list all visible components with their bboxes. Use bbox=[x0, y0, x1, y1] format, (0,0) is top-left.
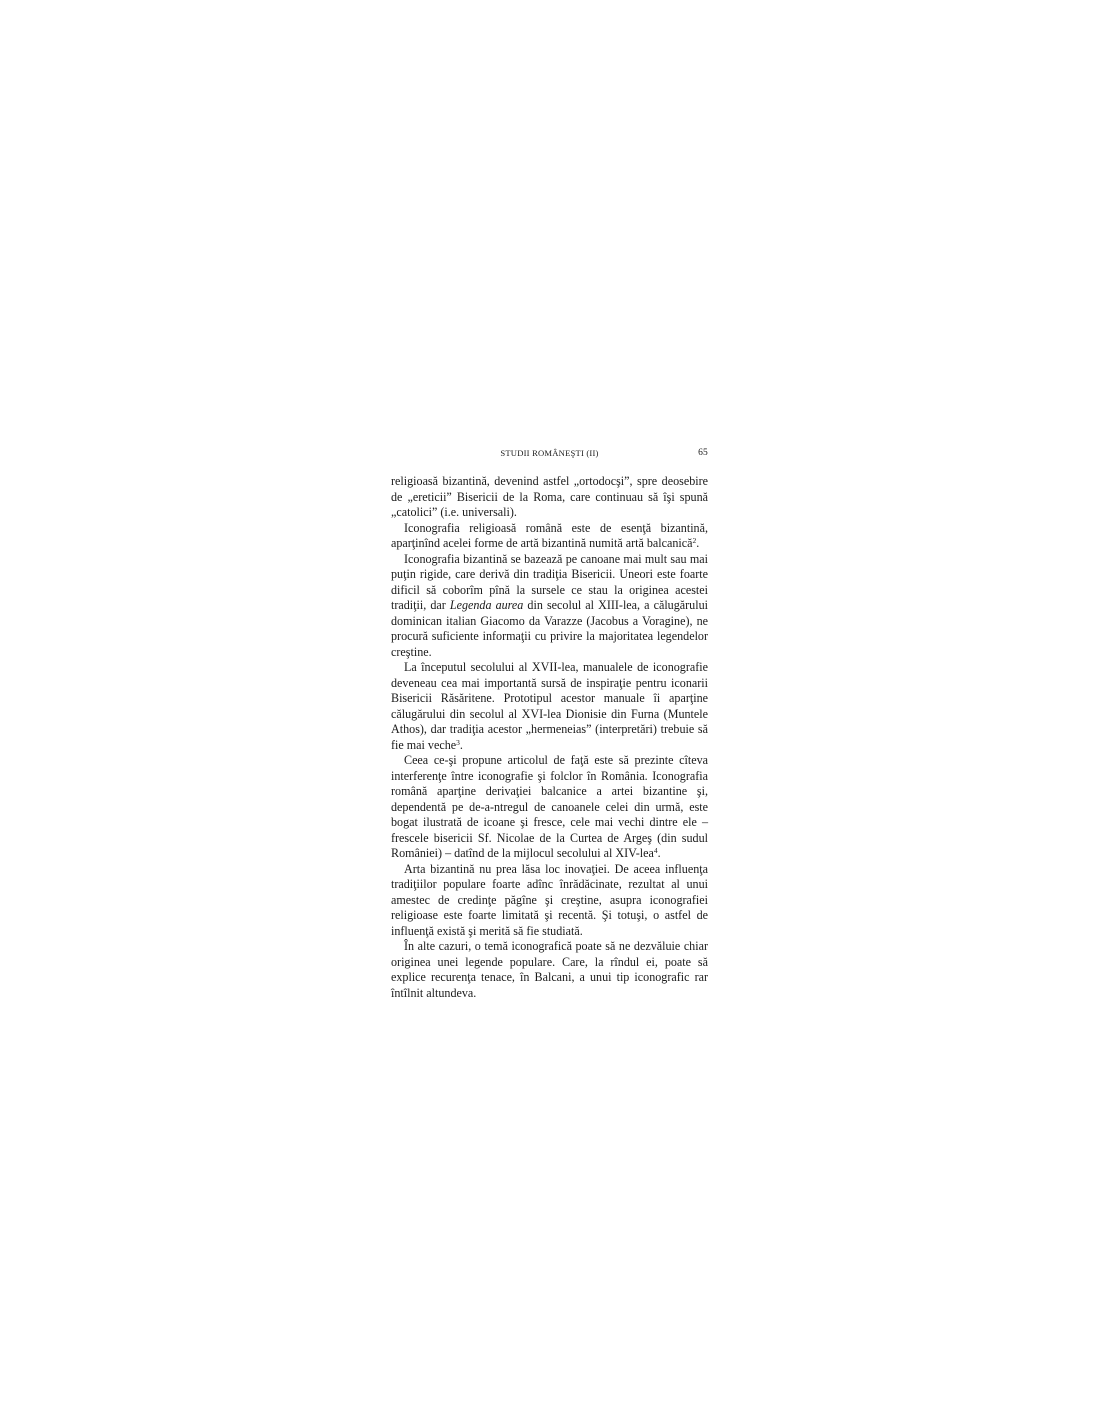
footnote-marker: 4 bbox=[653, 846, 658, 855]
italic-title: Legenda aurea bbox=[449, 598, 524, 612]
paragraph bbox=[391, 939, 708, 1001]
paragraph-text: La începutul secolului al XVII-lea, manualele de iconografie deveneau cea mai importantă sursă de inspiraţie pentru iconarii Bisericii Răsăritene. Prototipul acestor manuale îi aparţine călugărului din secolul al XVI-lea Dionisie din Furna (Muntele Athos), dar tradiţia acestor „hermeneias” (interpretări) trebuie să fie mai veche bbox=[391, 660, 708, 752]
book-page bbox=[391, 448, 708, 1001]
running-header bbox=[391, 448, 708, 464]
page-number: 65 bbox=[698, 448, 708, 458]
paragraph-text: Ceea ce-şi propune articolul de faţă este să prezinte cîteva interferenţe între iconografie şi folclor în România. Iconografia română aparţine derivaţiei balcanice a artei bizantine şi, dependentă pe de-a-ntregul de canoanele celei din urmă, este bogat ilustrată de icoane şi fresce, cele mai vechi dintre ele – frescele bisericii Sf. Nicolae de la Curtea de Argeş (din sudul României) – datînd de la mijlocul secolului al XIV-lea bbox=[391, 753, 708, 860]
paragraph bbox=[391, 862, 708, 940]
paragraph bbox=[391, 552, 708, 661]
paragraph bbox=[391, 660, 708, 753]
paragraph-text-end: . bbox=[696, 536, 700, 550]
paragraph-text: Iconografia bizantină se bazează pe canoane mai mult sau mai puţin rigide, care derivă din tradiţia Bisericii. Uneori este foarte dificil să coborîm pînă la sursele ce stau la originea acestei tradiţii, dar bbox=[391, 551, 708, 612]
paragraph-text: În alte cazuri, o temă iconografică poate să ne dezvăluie chiar originea unei legende populare. Care, la rîndul ei, poate să explice recurenţa tenace, în Balcani, a unui tip iconografic rar întîlnit altundeva. bbox=[391, 939, 708, 1000]
paragraph bbox=[391, 753, 708, 862]
paragraph-text-end: . bbox=[657, 846, 661, 860]
body-text bbox=[391, 474, 708, 1001]
paragraph-text-end: din secolul al XIII-lea, a călugărului dominican italian Giacomo da Varazze (Jacobus a Voragine), ne procură suficiente informaţii cu privire la majoritatea legendelor creştine. bbox=[391, 598, 708, 659]
paragraph-continued bbox=[391, 474, 708, 521]
paragraph-text-end: . bbox=[459, 737, 463, 752]
paragraph-text: Iconografia religioasă română este de esenţă bizantină, aparţinînd acelei forme de artă bizantină numită artă balcanică bbox=[391, 520, 708, 550]
running-title: STUDII ROMÂNEŞTI (II) bbox=[500, 448, 599, 458]
footnote-marker: 3 bbox=[456, 737, 460, 747]
paragraph-text: Arta bizantină nu prea lăsa loc inovaţiei. De aceea influenţa tradiţiilor populare foarte adînc înrădăcinate, rezultat al unui amestec de credinţe păgîne şi creştine, asupra iconografiei religioase este foarte limitată şi recentă. Şi totuşi, o astfel de influenţă există şi merită să fie studiată. bbox=[391, 861, 708, 938]
paragraph-text: religioasă bizantină, devenind astfel „ortodocşi”, spre deosebire de „ereticii” Bisericii de la Roma, care continuau să îşi spună „catolici” (i.e. universali). bbox=[391, 474, 708, 519]
paragraph bbox=[391, 521, 708, 552]
footnote-marker: 2 bbox=[692, 536, 697, 545]
